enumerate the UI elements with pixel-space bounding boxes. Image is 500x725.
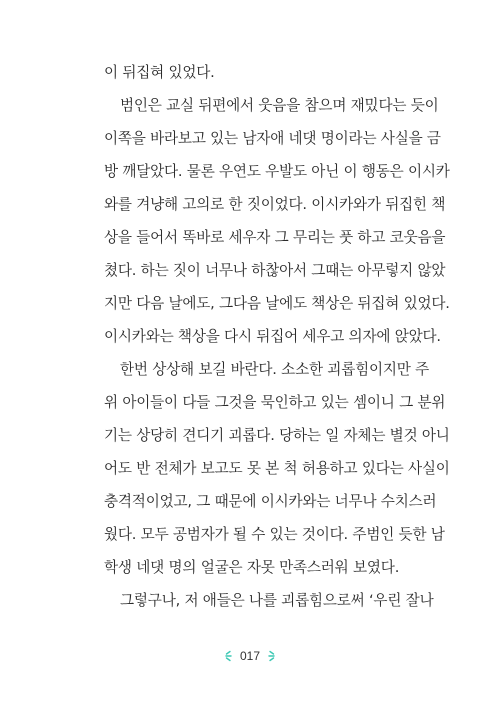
text-line: 상을 들어서 똑바로 세우자 그 무리는 풋 하고 코웃음을 xyxy=(104,229,446,246)
text-line: 지만 다음 날에도, 그다음 날에도 책상은 뒤집혀 있었다. xyxy=(104,295,450,312)
text-line: 쳤다. 하는 짓이 너무나 하찮아서 그때는 아무렇지 않았 xyxy=(104,262,446,279)
text-line: 충격적이었고, 그 때문에 이시카와는 너무나 수치스러 xyxy=(104,493,437,510)
text-line: 이시카와는 책상을 다시 뒤집어 세우고 의자에 앉았다. xyxy=(104,328,441,345)
text-line: 와를 겨냥해 고의로 한 짓이었다. 이시카와가 뒤집힌 책 xyxy=(104,196,446,213)
body-text xyxy=(104,56,450,617)
text-line: 학생 네댓 명의 얼굴은 자못 만족스러워 보였다. xyxy=(104,559,400,576)
text-line: 위 아이들이 다들 그것을 묵인하고 있는 셈이니 그 분위 xyxy=(104,394,446,411)
sparkle-left-icon xyxy=(219,649,233,663)
page-number: 017 xyxy=(239,648,261,663)
text-line: 방 깨달았다. 물론 우연도 우발도 아닌 이 행동은 이시카 xyxy=(104,163,450,180)
page-footer xyxy=(0,648,500,663)
text-line: 그렇구나, 저 애들은 나를 괴롭힘으로써 ‘우린 잘나 xyxy=(120,592,434,609)
text-line: 이쪽을 바라보고 있는 남자애 네댓 명이라는 사실을 금 xyxy=(104,130,441,147)
text-line: 웠다. 모두 공범자가 될 수 있는 것이다. 주범인 듯한 남 xyxy=(104,526,445,543)
text-line: 범인은 교실 뒤편에서 웃음을 참으며 재밌다는 듯이 xyxy=(120,97,439,114)
text-line: 어도 반 전체가 보고도 못 본 척 허용하고 있다는 사실이 xyxy=(104,460,450,477)
text-line: 기는 상당히 견디기 괴롭다. 당하는 일 자체는 별것 아니 xyxy=(104,427,450,444)
text-line: 한번 상상해 보길 바란다. 소소한 괴롭힘이지만 주 xyxy=(120,361,430,378)
text-line: 이 뒤집혀 있었다. xyxy=(104,64,215,81)
sparkle-right-icon xyxy=(267,649,281,663)
